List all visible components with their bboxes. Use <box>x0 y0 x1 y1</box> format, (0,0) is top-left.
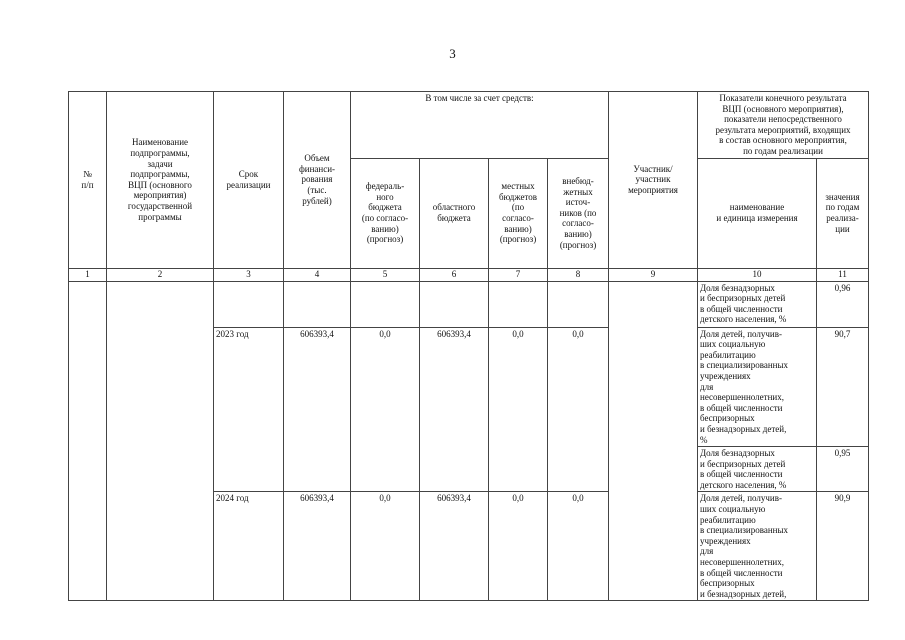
cell-indicator: Доля безнадзорных и беспризорных детей в общей численности детского населения, % <box>698 447 817 492</box>
cell-name <box>107 281 214 601</box>
column-number: 7 <box>489 268 548 281</box>
header-term: Срок реализации <box>214 92 284 269</box>
cell-value: 0,96 <box>817 281 869 327</box>
cell-volume <box>284 281 351 327</box>
cell-value: 90,7 <box>817 327 869 447</box>
cell-federal: 0,0 <box>351 492 420 601</box>
cell-year <box>214 281 284 327</box>
column-number: 6 <box>420 268 489 281</box>
column-number: 2 <box>107 268 214 281</box>
header-extra: внебюд- жетных источ- ников (по согласо- ванию) (прогноз) <box>548 158 609 268</box>
cell-local <box>489 281 548 327</box>
column-number: 3 <box>214 268 284 281</box>
cell-regional <box>420 281 489 327</box>
column-number: 10 <box>698 268 817 281</box>
cell-indicator: Доля безнадзорных и беспризорных детей в общей численности детского населения, % <box>698 281 817 327</box>
cell-federal: 0,0 <box>351 327 420 492</box>
page-number: 3 <box>449 46 456 61</box>
cell-volume: 606393,4 <box>284 492 351 601</box>
header-regional: областного бюджета <box>420 158 489 268</box>
header-federal: федераль- ного бюджета (по согласо- ванию) (прогноз) <box>351 158 420 268</box>
cell-extra: 0,0 <box>548 492 609 601</box>
cell-local: 0,0 <box>489 492 548 601</box>
header-local: местных бюджетов (по согласо- ванию) (прогноз) <box>489 158 548 268</box>
header-ind-name: наименование и единица измерения <box>698 158 817 268</box>
cell-federal <box>351 281 420 327</box>
header-indicators: Показатели конечного результата ВЦП (основного мероприятия), показатели непосредственного результата мероприятий, входящих в состав основного мероприятия, по годам реализации <box>698 92 869 159</box>
header-name: Наименование подпрограммы, задачи подпрограммы, ВЦП (основного мероприятия) государственной программы <box>107 92 214 269</box>
cell-participant <box>609 281 698 601</box>
cell-year: 2023 год <box>214 327 284 492</box>
cell-extra <box>548 281 609 327</box>
column-number: 1 <box>69 268 107 281</box>
column-number: 8 <box>548 268 609 281</box>
cell-value: 90,9 <box>817 492 869 601</box>
header-including: В том числе за счет средств: <box>351 92 609 159</box>
column-numbers-row <box>69 268 869 281</box>
column-number: 5 <box>351 268 420 281</box>
column-number: 11 <box>817 268 869 281</box>
cell-indicator: Доля детей, получив- ших социальную реабилитацию в специализированных учреждениях для несовершеннолетних, в общей численности беспризорных и безнадзорных детей, % <box>698 327 817 447</box>
header-volume: Объем финанси- рования (тыс. рублей) <box>284 92 351 269</box>
header-ind-value: значения по годам реализа- ции <box>817 158 869 268</box>
cell-indicator: Доля детей, получив- ших социальную реабилитацию в специализированных учреждениях для несовершеннолетних, в общей численности беспризорных и безнадзорных детей, <box>698 492 817 601</box>
financing-table <box>68 91 869 601</box>
cell-volume: 606393,4 <box>284 327 351 492</box>
cell-regional: 606393,4 <box>420 492 489 601</box>
header-num: № п/п <box>69 92 107 269</box>
table-row <box>69 281 869 327</box>
header-participant: Участник/ участник мероприятия <box>609 92 698 269</box>
cell-year: 2024 год <box>214 492 284 601</box>
column-number: 9 <box>609 268 698 281</box>
column-number: 4 <box>284 268 351 281</box>
cell-value: 0,95 <box>817 447 869 492</box>
cell-local: 0,0 <box>489 327 548 492</box>
cell-num <box>69 281 107 601</box>
cell-regional: 606393,4 <box>420 327 489 492</box>
cell-extra: 0,0 <box>548 327 609 492</box>
